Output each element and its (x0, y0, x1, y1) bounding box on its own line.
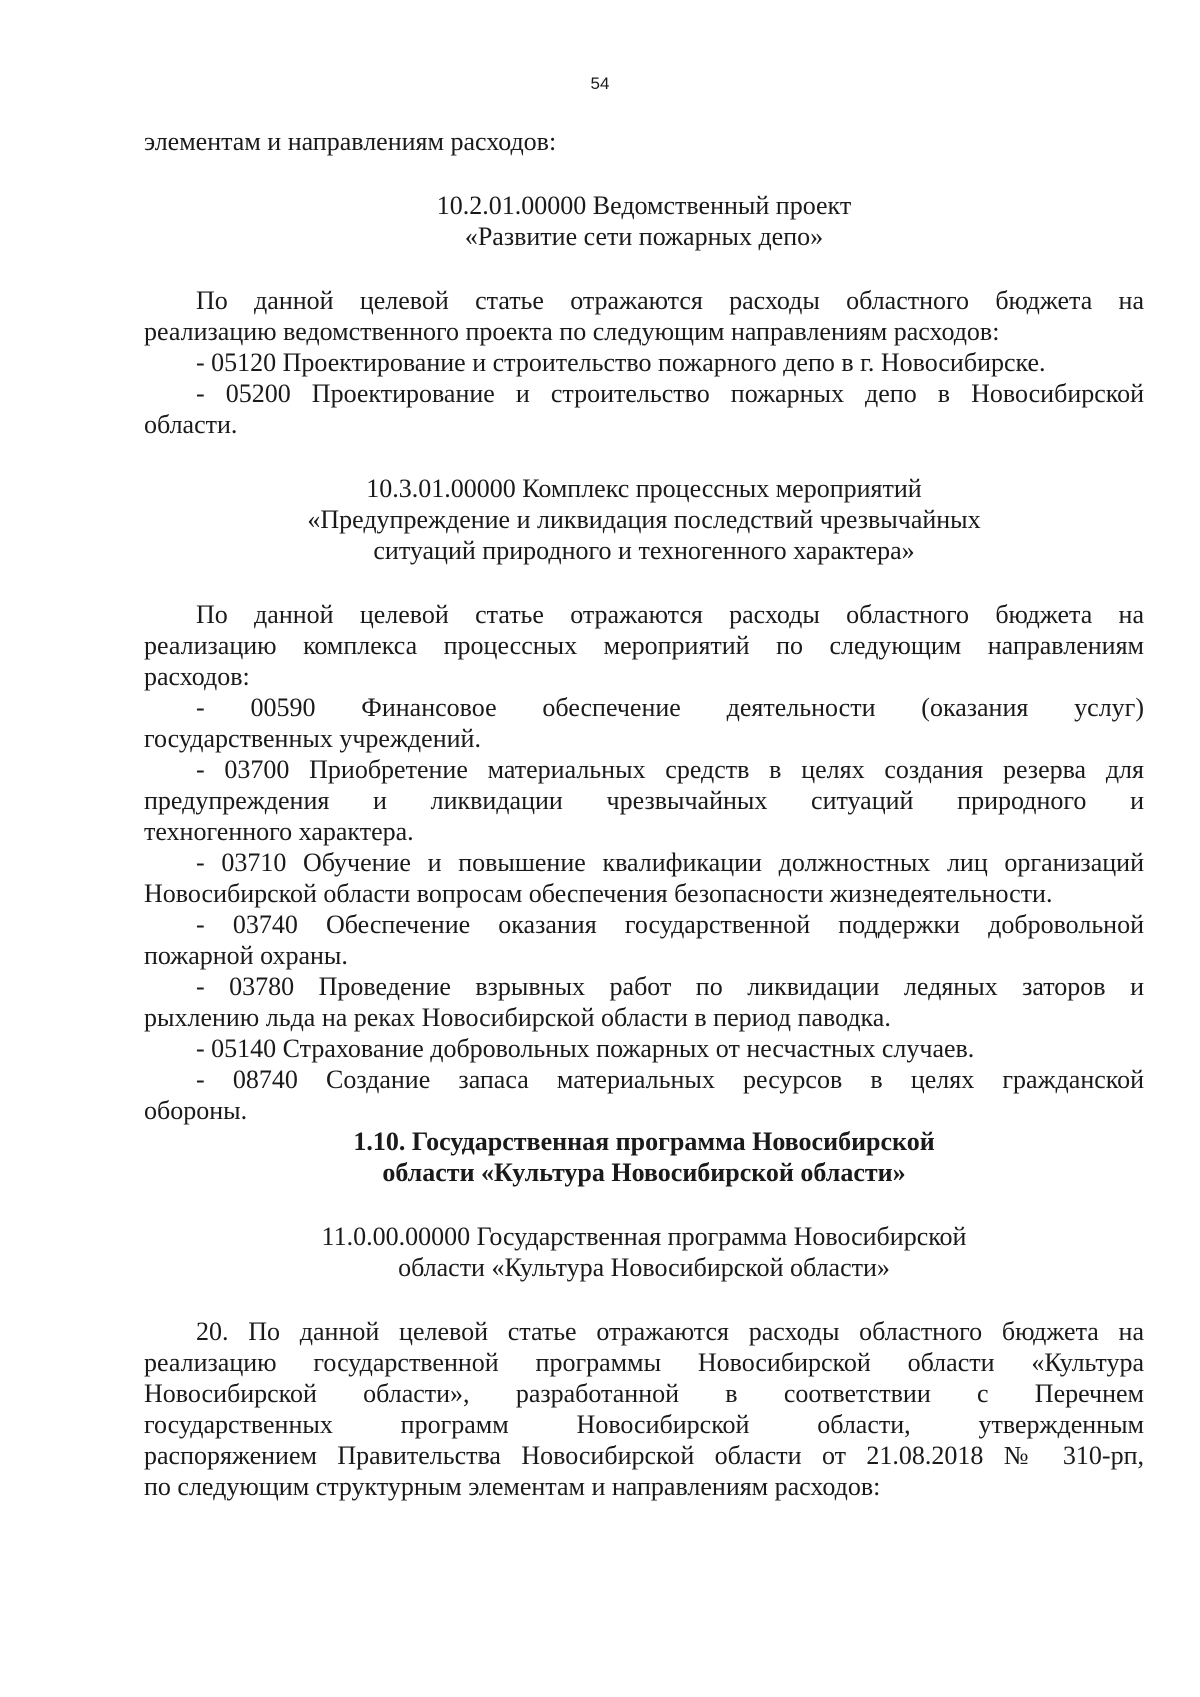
paragraph-line: реализацию ведомственного проекта по следующим направлениям расходов: (144, 317, 1000, 346)
paragraph-line: распоряжением Правительства Новосибирской области от 21.08.2018 № 310-рп, (144, 1441, 1144, 1470)
heading-line: 11.0.00.00000 Государственная программа Новосибирской (321, 1222, 967, 1251)
paragraph-20 (144, 1316, 1144, 1502)
section-intro (144, 285, 1144, 347)
spacer (144, 566, 1144, 599)
expense-item (144, 1033, 1144, 1064)
paragraph-line: рыхлению льда на реках Новосибирской области в период паводка. (144, 1003, 891, 1032)
paragraph-line: расходов: (144, 662, 250, 691)
heading-line: «Развитие сети пожарных депо» (464, 222, 824, 251)
spacer (144, 157, 1144, 190)
heading-line: области «Культура Новосибирской области» (382, 1158, 906, 1187)
heading-line: области «Культура Новосибирской области» (398, 1253, 890, 1282)
expense-item (144, 971, 1144, 1033)
paragraph-line: обороны. (144, 1096, 248, 1125)
paragraph-line: реализацию государственной программы Новосибирской области «Культура (144, 1348, 1144, 1377)
section-heading-11-0 (144, 1221, 1144, 1283)
expense-item (144, 692, 1144, 754)
heading-line: 10.3.01.00000 Комплекс процессных мероприятий (366, 474, 922, 503)
section-intro (144, 599, 1144, 692)
document-body (144, 126, 1144, 1502)
section-heading-10-2 (144, 190, 1144, 252)
paragraph-line: - 05120 Проектирование и строительство пожарного депо в г. Новосибирске. (196, 348, 1046, 377)
paragraph-line: - 08740 Создание запаса материальных ресурсов в целях гражданской (196, 1065, 1144, 1094)
expense-item (144, 1064, 1144, 1126)
paragraph-line: по следующим структурным элементам и направлениям расходов: (144, 1472, 881, 1501)
paragraph-line: - 03700 Приобретение материальных средств в целях создания резерва для (196, 755, 1144, 784)
page-number: 54 (590, 74, 610, 93)
expense-item (144, 378, 1144, 440)
paragraph-line: предупреждения и ликвидации чрезвычайных ситуаций природного и (144, 786, 1144, 815)
spacer (144, 440, 1144, 473)
paragraph-line: пожарной охраны. (144, 941, 348, 970)
paragraph-line: По данной целевой статье отражаются расходы областного бюджета на (196, 600, 1144, 629)
paragraph-line: реализацию комплекса процессных мероприятий по следующим направлениям (144, 631, 1144, 660)
spacer (144, 252, 1144, 285)
expense-item (144, 347, 1144, 378)
heading-line: «Предупреждение и ликвидация последствий чрезвычайных (307, 505, 981, 534)
paragraph-line: Новосибирской области вопросам обеспечения безопасности жизнедеятельности. (144, 879, 1053, 908)
paragraph-line: государственных программ Новосибирской области, утвержденным (144, 1410, 1144, 1439)
spacer (144, 1188, 1144, 1221)
expense-item (144, 847, 1144, 909)
paragraph-line: - 05140 Страхование добровольных пожарных от несчастных случаев. (196, 1034, 975, 1063)
paragraph-line: государственных учреждений. (144, 724, 481, 753)
paragraph-line: 20. По данной целевой статье отражаются расходы областного бюджета на (196, 1317, 1144, 1346)
expense-item (144, 909, 1144, 971)
paragraph-line: - 00590 Финансовое обеспечение деятельности (оказания услуг) (196, 693, 1144, 722)
expense-item (144, 754, 1144, 847)
heading-line: 10.2.01.00000 Ведомственный проект (436, 191, 852, 220)
paragraph-line: По данной целевой статье отражаются расходы областного бюджета на (196, 286, 1144, 315)
paragraph-line: техногенного характера. (144, 817, 414, 846)
heading-line: ситуаций природного и техногенного характера» (373, 536, 915, 565)
paragraph-line: - 03740 Обеспечение оказания государственной поддержки добровольной (196, 910, 1144, 939)
paragraph-line: - 03780 Проведение взрывных работ по ликвидации ледяных заторов и (196, 972, 1144, 1001)
paragraph-line: Новосибирской области», разработанной в соответствии с Перечнем (144, 1379, 1144, 1408)
paragraph-line: - 03710 Обучение и повышение квалификации должностных лиц организаций (196, 848, 1144, 877)
heading-line: 1.10. Государственная программа Новосибирской (353, 1127, 935, 1156)
paragraph-line: - 05200 Проектирование и строительство пожарных депо в Новосибирской (196, 379, 1144, 408)
opening-line: элементам и направлениям расходов: (144, 127, 557, 156)
spacer (144, 1283, 1144, 1316)
paragraph-line: области. (144, 410, 238, 439)
program-heading (144, 1126, 1144, 1188)
section-heading-10-3 (144, 473, 1144, 566)
